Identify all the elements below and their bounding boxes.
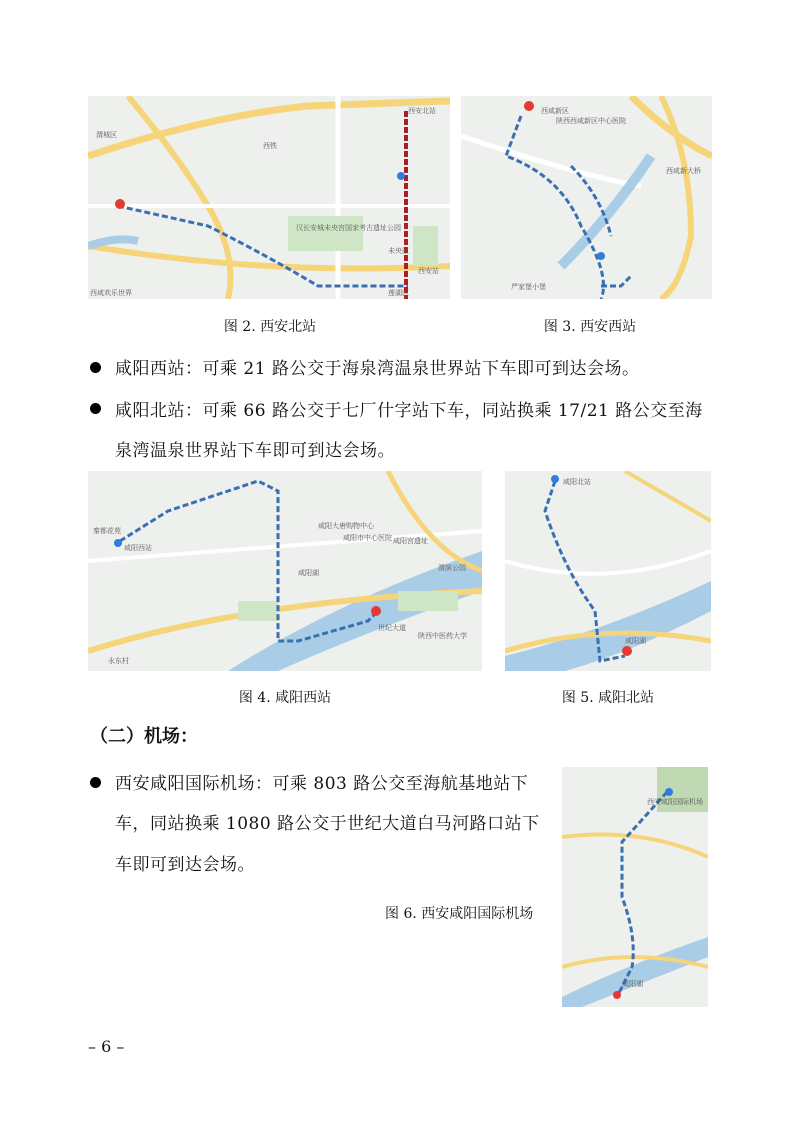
page-number: – 6 – bbox=[88, 1037, 125, 1056]
map-label: 咸阳西站 bbox=[124, 544, 152, 552]
figure-caption: 图 3. 西安西站 bbox=[543, 319, 637, 335]
bullet-dot bbox=[90, 403, 101, 414]
xianyang-north-text: 咸阳北站：可乘 66 路公交于七厂什字站下车，同站换乘 17/21 路公交至海 bbox=[115, 401, 703, 421]
map-label: 西咸新区 bbox=[541, 107, 569, 115]
map-label: 莲湖区 bbox=[388, 289, 409, 297]
map-label: 永东村 bbox=[108, 657, 129, 665]
map-xianyang-north-station bbox=[505, 471, 711, 671]
map-label: 咸阳宫遗址 bbox=[393, 537, 428, 545]
map-label: 世纪大道 bbox=[378, 624, 406, 632]
map-label: 西铁 bbox=[263, 142, 277, 150]
xianyang-west-text: 咸阳西站：可乘 21 路公交于海泉湾温泉世界站下车即可到达会场。 bbox=[115, 359, 640, 379]
map-label: 秦都花苑 bbox=[93, 527, 121, 535]
map-label: 西咸新大桥 bbox=[666, 167, 701, 175]
map-xianyang-west-station bbox=[88, 471, 482, 671]
map-xian-west-station bbox=[461, 96, 712, 299]
map-label: 咸阳湖 bbox=[298, 569, 319, 577]
figure-caption: 图 4. 咸阳西站 bbox=[238, 690, 332, 706]
bullet-dot bbox=[90, 777, 101, 788]
map-label: 西安北站 bbox=[408, 107, 436, 115]
figure-caption: 图 5. 咸阳北站 bbox=[561, 690, 655, 706]
map-label: 咸阳市中心医院 bbox=[343, 534, 392, 542]
figure-caption: 图 2. 西安北站 bbox=[223, 319, 317, 335]
airport-text-cont: 车即可到达会场。 bbox=[115, 855, 255, 875]
bullet-dot bbox=[90, 362, 101, 373]
map-label: 渭滨公园 bbox=[438, 564, 466, 572]
map-label: 陕西西咸新区中心医院 bbox=[556, 117, 626, 125]
map-label: 西安咸阳国际机场 bbox=[647, 798, 703, 806]
map-graphic bbox=[505, 471, 711, 671]
map-label: 严家堡小堡 bbox=[511, 283, 546, 291]
map-label: 咸阳湖 bbox=[622, 980, 643, 988]
map-label: 咸阳北站 bbox=[563, 478, 591, 486]
map-label: 陕西中医药大学 bbox=[418, 632, 467, 640]
map-xian-north-station bbox=[88, 96, 450, 299]
map-label: 渭城区 bbox=[96, 131, 117, 139]
map-label: 咸阳大唐购物中心 bbox=[318, 522, 374, 530]
map-graphic bbox=[88, 96, 450, 299]
figure-caption: 图 6. 西安咸阳国际机场 bbox=[385, 906, 534, 922]
map-graphic bbox=[461, 96, 712, 299]
map-label: 西安站 bbox=[418, 267, 439, 275]
map-graphic bbox=[88, 471, 482, 671]
map-xian-xianyang-airport bbox=[562, 767, 708, 1007]
airport-text-cont: 车，同站换乘 1080 路公交于世纪大道白马河路口站下 bbox=[115, 814, 540, 834]
map-label: 西咸欢乐世界 bbox=[90, 289, 132, 297]
xianyang-north-text-cont: 泉湾温泉世界站下车即可到达会场。 bbox=[115, 441, 395, 461]
map-label: 汉长安城未央宫国家考古遗址公园 bbox=[296, 224, 401, 232]
section-heading: （二）机场： bbox=[90, 726, 198, 747]
airport-text: 西安咸阳国际机场：可乘 803 路公交至海航基地站下 bbox=[115, 774, 529, 794]
map-label: 未央区 bbox=[388, 247, 409, 255]
map-label: 咸阳湖 bbox=[625, 637, 646, 645]
